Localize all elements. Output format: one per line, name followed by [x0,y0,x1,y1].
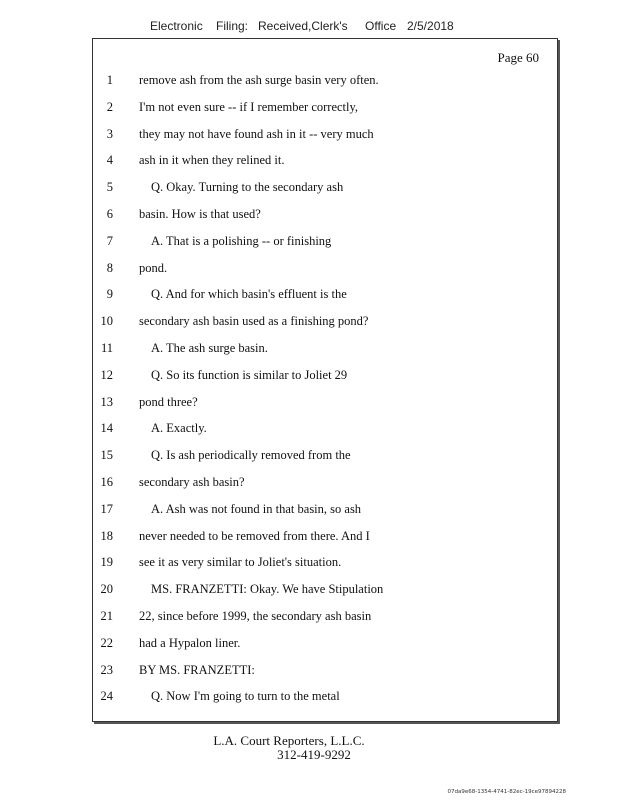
line-text: A. Ash was not found in that basin, so ash [151,501,362,516]
transcript-line [93,281,557,308]
transcript-line [93,174,557,201]
transcript-line [93,523,557,550]
line-number: 7 [106,233,113,248]
transcript-line [93,335,557,362]
transcript-line [93,549,557,576]
line-number: 14 [100,421,113,436]
line-number: 21 [100,608,113,623]
transcript-line [93,657,557,684]
line-number: 12 [100,367,113,382]
line-number: 18 [100,528,113,543]
line-text: pond three? [139,394,198,409]
line-number: 1 [106,73,113,87]
line-text: A. The ash surge basin. [151,340,268,355]
transcript-line [93,630,557,657]
line-number: 9 [106,287,113,302]
line-number: 5 [106,180,113,195]
line-text: pond. [139,260,168,275]
line-text: see it as very similar to Joliet's situation. [139,555,342,570]
line-number: 11 [100,340,113,355]
line-text: Q. Now I'm going to turn to the metal [151,689,340,704]
line-text: 22, since before 1999, the secondary ash basin [139,608,372,623]
line-text: Q. Okay. Turning to the secondary ash [151,180,344,195]
line-text: A. That is a polishing -- or finishing [151,233,332,248]
line-number: 13 [100,394,113,409]
filing-header-filing: Filing: [216,19,249,33]
line-number: 17 [100,501,113,516]
line-text: remove ash from the ash surge basin very often. [139,73,379,87]
filing-header-received: Received,Clerk's [258,19,348,33]
line-number: 8 [106,260,113,275]
line-text: secondary ash basin? [139,474,245,489]
line-number: 10 [100,314,113,329]
transcript-line [93,255,557,282]
line-text: MS. FRANZETTI: Okay. We have Stipulation [151,582,384,597]
line-number: 20 [100,582,113,597]
transcript-line [93,228,557,255]
line-text: basin. How is that used? [139,206,261,221]
footer-phone: 312-419-9292 [277,747,351,762]
transcript-lines [93,67,557,710]
transcript-line [93,683,557,710]
line-text: BY MS. FRANZETTI: [139,662,255,677]
line-number: 16 [100,474,113,489]
transcript-page [92,38,558,722]
line-text: I'm not even sure -- if I remember correctly, [139,99,359,114]
line-number: 24 [100,689,113,704]
transcript-line [93,308,557,335]
transcript-line [93,121,557,148]
transcript-line [93,201,557,228]
transcript-line [93,362,557,389]
line-text: A. Exactly. [151,421,207,436]
line-text: secondary ash basin used as a finishing pond? [139,314,369,329]
page-number: Page 60 [497,50,539,65]
line-text: they may not have found ash in it -- very much [139,126,374,141]
filing-header-office: Office [365,19,397,33]
filing-header-electronic: Electronic [150,19,203,33]
line-text: never needed to be removed from there. And I [139,528,370,543]
transcript-line [93,67,557,94]
filing-header-date: 2/5/2018 [407,19,454,33]
filing-header [0,19,618,37]
line-number: 3 [106,126,113,141]
line-text: had a Hypalon liner. [139,635,241,650]
transcript-line [93,603,557,630]
transcript-line [93,94,557,121]
transcript-line [93,469,557,496]
line-text: Q. And for which basin's effluent is the [151,287,347,302]
transcript-line [93,496,557,523]
line-number: 2 [106,99,113,114]
line-number: 15 [100,448,113,463]
transcript-line [93,576,557,603]
line-number: 19 [100,555,113,570]
transcript-line [93,415,557,442]
line-number: 6 [106,206,113,221]
line-text: ash in it when they relined it. [139,153,285,168]
line-number: 23 [100,662,113,677]
transcript-line [93,147,557,174]
line-text: Q. So its function is similar to Joliet 29 [151,367,348,382]
footer-company: L.A. Court Reporters, L.L.C. [213,733,365,748]
document-id: 07da9e68-1354-4741-82ec-19ce97894228 [447,789,566,795]
line-number: 22 [100,635,113,650]
transcript-line [93,442,557,469]
line-text: Q. Is ash periodically removed from the [151,448,351,463]
transcript-line [93,389,557,416]
line-number: 4 [106,153,113,168]
